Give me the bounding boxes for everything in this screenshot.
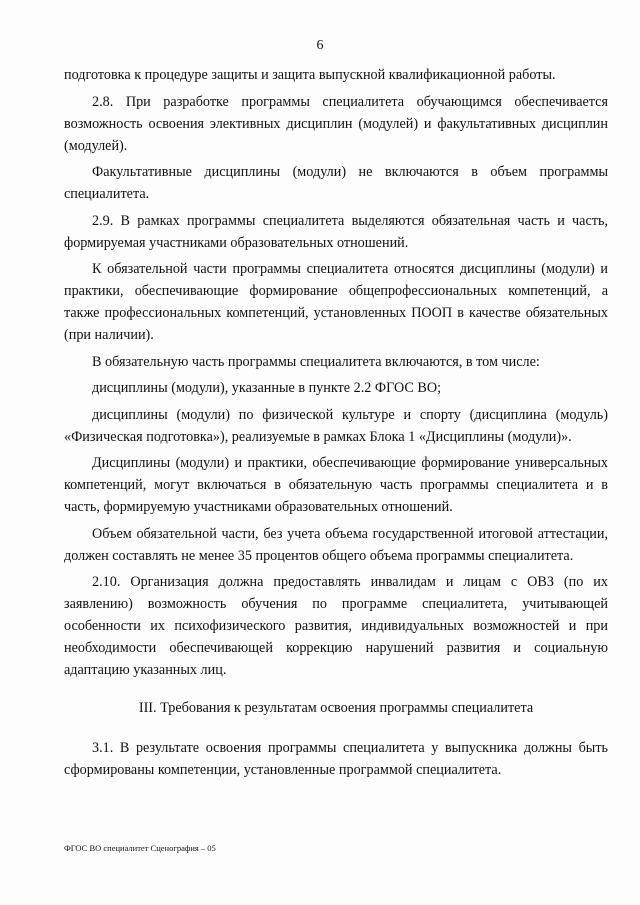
paragraph: В обязательную часть программы специалитета включаются, в том числе: bbox=[92, 353, 540, 370]
page-number: 6 bbox=[316, 38, 324, 53]
paragraph: дисциплины (модули), указанные в пункте 2.2 ФГОС ВО; bbox=[92, 380, 442, 396]
section-heading: III. Требования к результатам освоения программы специалитета bbox=[138, 700, 534, 716]
paragraph: 2.9. В рамках программы специалитета выделяются обязательная часть и часть, формируемая участниками образовательных отношений. bbox=[64, 212, 608, 251]
paragraph: Факультативные дисциплины (модули) не включаются в объем программы специалитета. bbox=[64, 164, 608, 202]
paragraph: 3.1. В результате освоения программы специалитета у выпускника должны быть сформированы компетенции, установленные программой специалитета. bbox=[64, 740, 608, 778]
paragraph: Объем обязательной части, без учета объема государственной итоговой аттестации, должен составлять не менее 35 процентов общего объема программы специалитета. bbox=[64, 525, 608, 564]
document-body bbox=[64, 64, 608, 786]
paragraph: дисциплины (модули) по физической культуре и спорту (дисциплина (модуль) «Физическая подготовка»), реализуемые в рамках Блока 1 «Дисциплины (модули)». bbox=[64, 406, 608, 445]
footer-note: ФГОС ВО специалитет Сценография – 05 bbox=[64, 843, 216, 853]
paragraph: 2.8. При разработке программы специалитета обучающимся обеспечивается возможность освоения элективных дисциплин (модулей) и факультативных дисциплин (модулей). bbox=[64, 93, 608, 154]
paragraph: Дисциплины (модули) и практики, обеспечивающие формирование универсальных компетенций, могут включаться в обязательную часть программы специалитета и в часть, формируемую участниками образовательных отношений. bbox=[64, 455, 608, 515]
paragraph: К обязательной части программы специалитета относятся дисциплины (модули) и практики, обеспечивающие формирование общепрофессиональных компетенций, а также профессиональных компетенций, установленных ПООП в качестве обязательных (при наличии). bbox=[64, 261, 608, 343]
paragraph: 2.10. Организация должна предоставлять инвалидам и лицам с ОВЗ (по их заявлению) возможность обучения по программе специалитета, учитывающей особенности их психофизического развития, индивидуальных возможностей и при необходимости обеспечивающей коррекцию нарушений развития и социальную адаптацию указанных лиц. bbox=[64, 574, 608, 678]
paragraph: подготовка к процедуре защиты и защита выпускной квалификационной работы. bbox=[64, 67, 556, 83]
